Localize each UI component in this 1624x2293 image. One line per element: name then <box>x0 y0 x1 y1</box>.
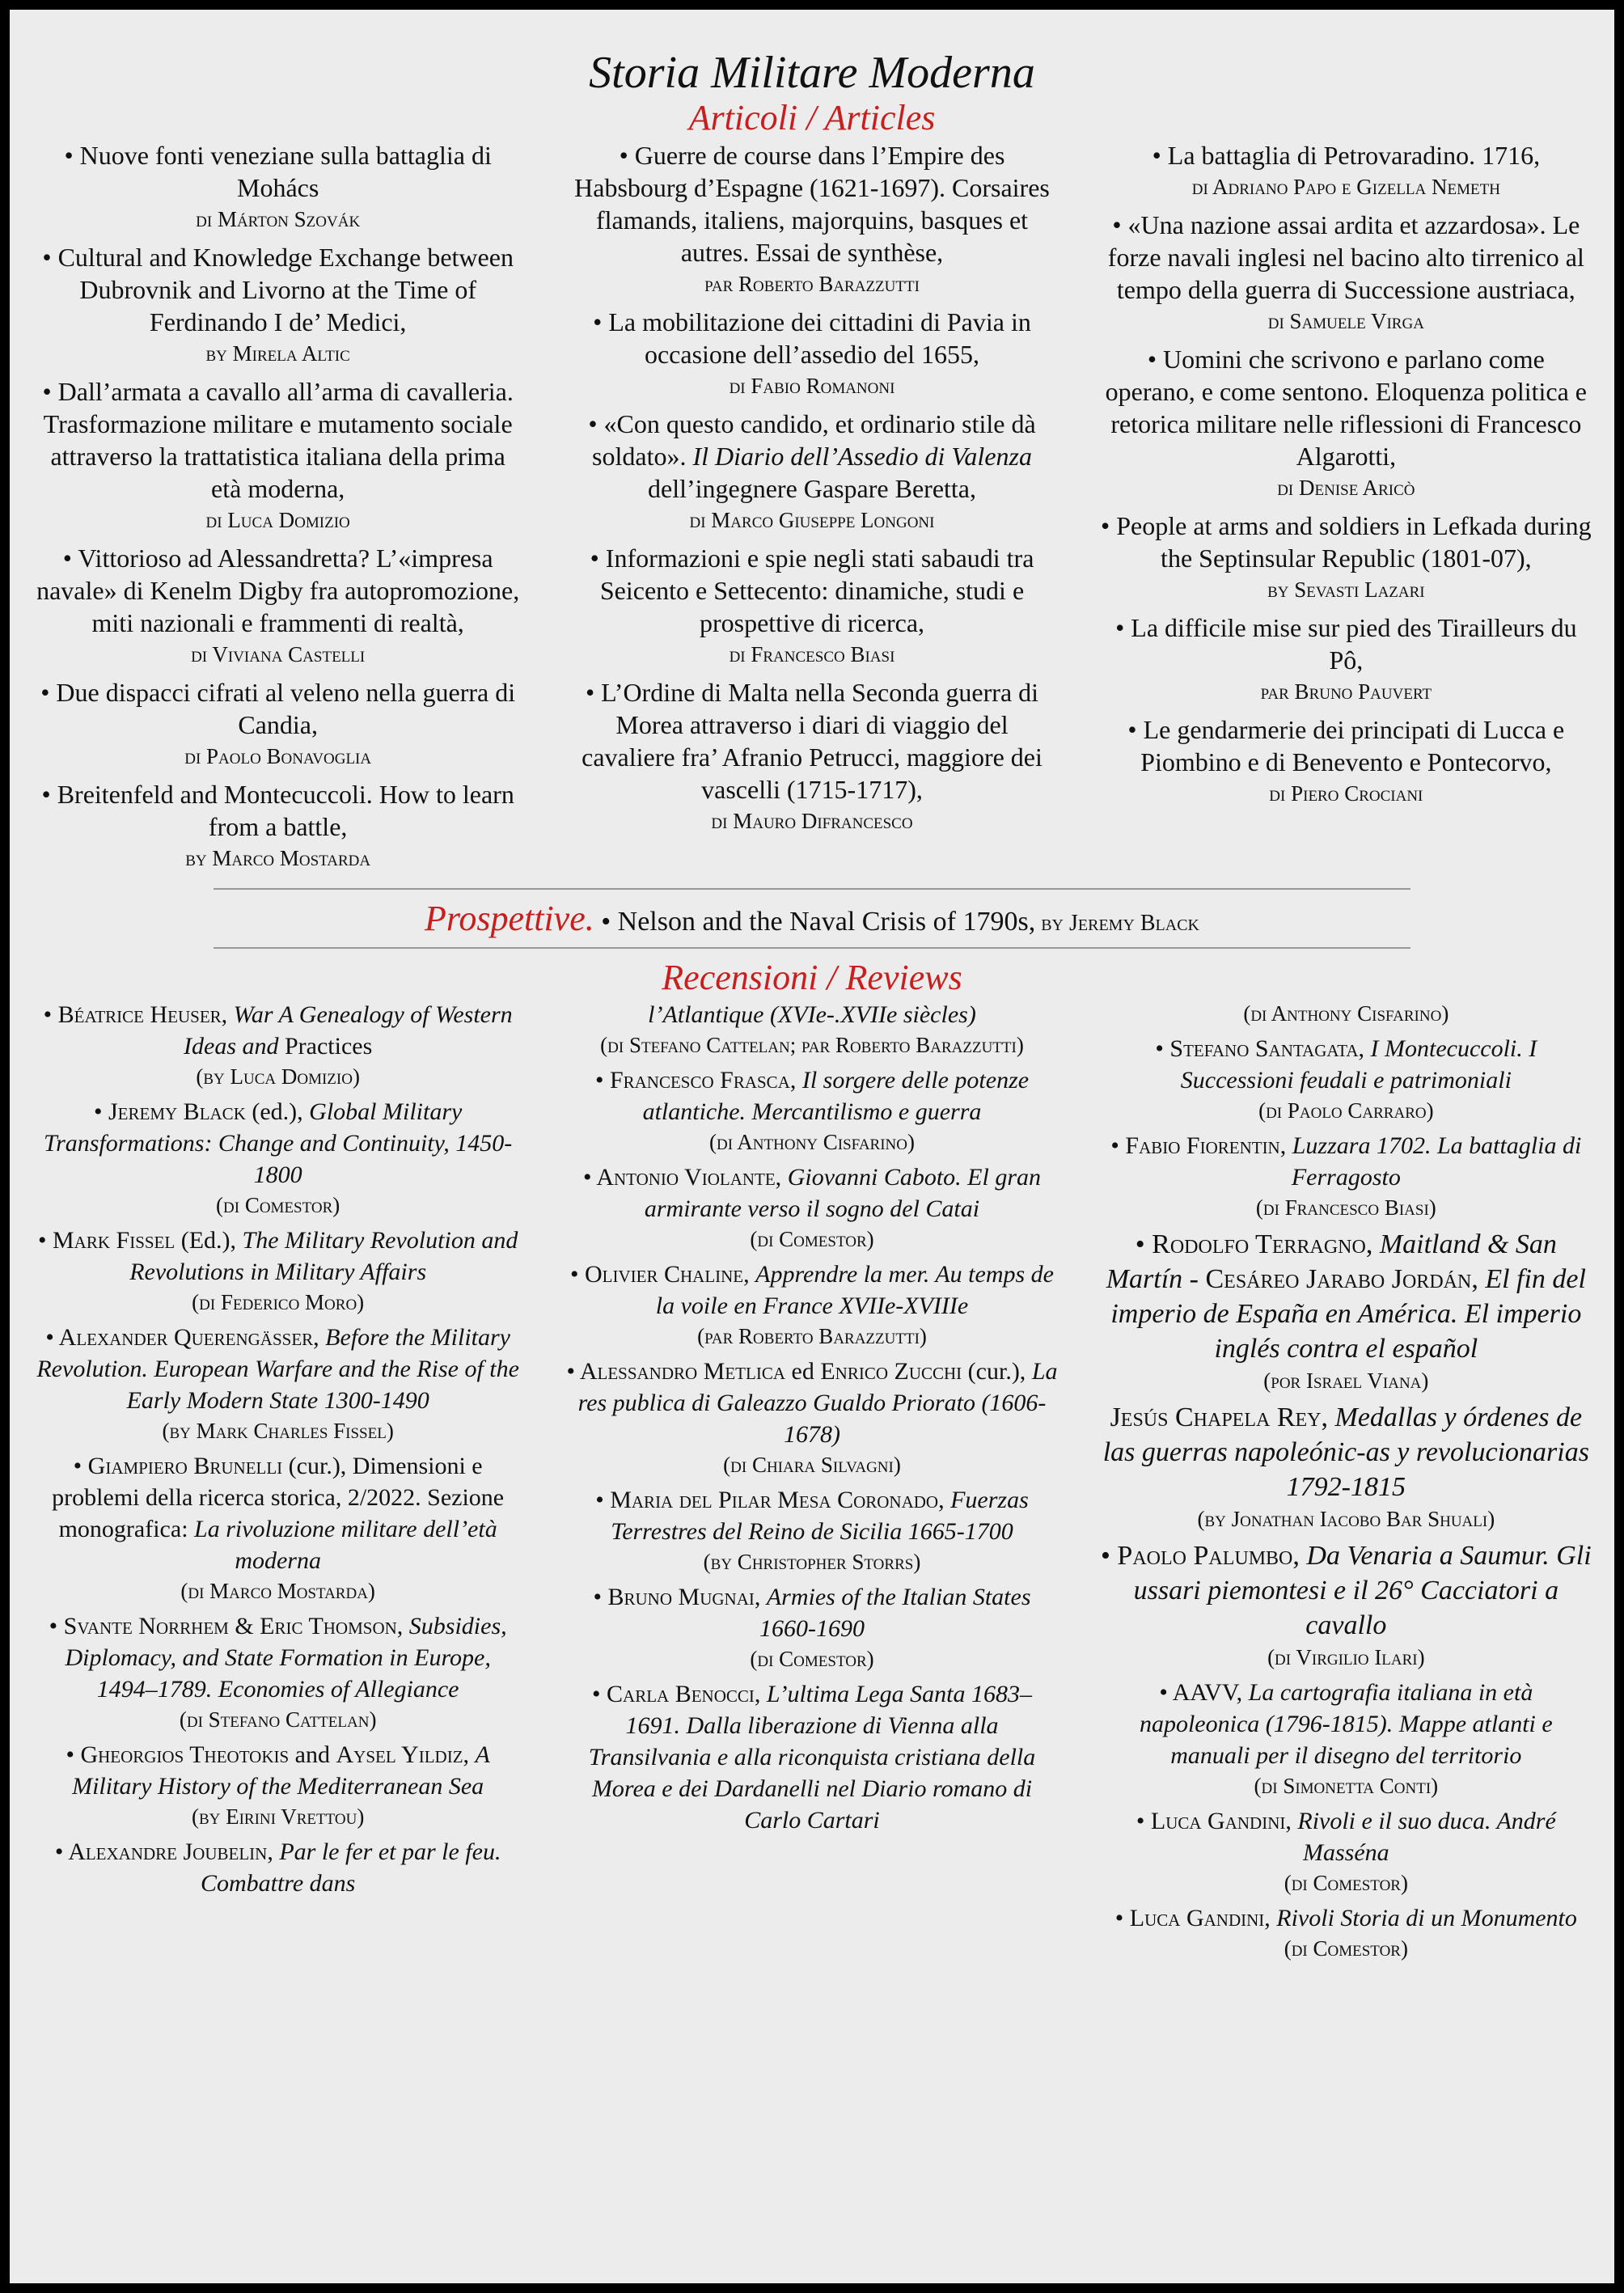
journal-title: Storia Militare Moderna <box>589 48 1035 98</box>
review-note: (Ed.), <box>175 1227 243 1254</box>
review-entry <box>1101 999 1592 1028</box>
review-work-title: Armies of the Italian States 1660-1690 <box>759 1584 1031 1642</box>
review-author: Jesús Chapela Rey, <box>1110 1402 1335 1432</box>
divider <box>214 888 1410 890</box>
review-note: (cur.), Dimensioni e problemi della ricerca storica, 2/2022. Sezione monografica: <box>52 1453 505 1542</box>
review-author: • Bruno Mugnai, <box>593 1584 767 1610</box>
review-citation <box>32 1450 523 1576</box>
article-entry <box>1101 510 1592 605</box>
article-entry <box>32 676 523 772</box>
reviewer: (di Comestor) <box>216 1193 340 1217</box>
article-title: • Le gendarmerie dei principati di Lucca e Piombino e di Benevento e Pontecorvo, <box>1127 715 1565 776</box>
review-work-title: Rivoli e il suo duca. André Masséna <box>1297 1808 1556 1866</box>
review-citation <box>566 999 1057 1030</box>
article-entry <box>566 306 1057 401</box>
review-work-title: L’ultima Lega Santa 1683–1691. Dalla liberazione di Vienna alla Transilvania e alla riconquista cristiana della Morea e dei Dardanelli nel Diario romano di Carlo Cartari <box>588 1681 1036 1834</box>
article-author: di Denise Aricò <box>1277 476 1415 500</box>
review-author: • Francesco Frasca, <box>594 1067 802 1094</box>
reviewer: (by Mark Charles Fissel) <box>162 1419 394 1443</box>
article-author: di Francesco Biasi <box>729 642 895 666</box>
review-author: • Fabio Fiorentin, <box>1110 1132 1292 1159</box>
reviewer: (di Stefano Cattelan) <box>179 1707 377 1732</box>
review-author: Enrico Zucchi <box>820 1358 962 1385</box>
review-work-title: I Montecuccoli. I Successioni feudali e patrimoniali <box>1180 1035 1537 1094</box>
review-entry <box>32 1836 523 1899</box>
review-citation <box>566 1356 1057 1450</box>
review-citation <box>566 1678 1057 1836</box>
review-entry <box>32 999 523 1091</box>
article-title: • Breitenfeld and Montecuccoli. How to learn from a battle, <box>41 780 514 841</box>
article-entry <box>32 778 523 874</box>
review-entry <box>1101 1227 1592 1395</box>
article-author: by Sevasti Lazari <box>1267 577 1425 602</box>
review-entry <box>32 1450 523 1606</box>
reviewer: (di Comestor) <box>1284 1936 1408 1961</box>
review-entry <box>1101 1805 1592 1897</box>
article-author: di Viviana Castelli <box>191 642 366 666</box>
review-entry <box>566 999 1057 1060</box>
article-title: • Guerre de course dans l’Empire des Habsbourg d’Espagne (1621-1697). Corsaires flamands, italiens, majorquins, basques et autres. Essai de synthèse, <box>574 141 1050 267</box>
review-author: • Svante Norrhem & Eric Thomson, <box>49 1613 409 1639</box>
review-work-title: Subsidies, Diplomacy, and State Formation in Europe, 1494–1789. Economies of Allegiance <box>65 1613 507 1703</box>
document-page <box>10 10 1614 2283</box>
review-author: • AAVV, <box>1159 1679 1249 1706</box>
reviewer: (di Simonetta Conti) <box>1254 1774 1439 1798</box>
review-author: • Luca Gandini, <box>1114 1905 1277 1931</box>
articles-column-1 <box>32 139 523 880</box>
reviewer: (di Stefano Cattelan; par Roberto Barazzutti) <box>600 1033 1024 1057</box>
article-author: par Bruno Pauvert <box>1260 679 1432 704</box>
review-entry <box>32 1225 523 1317</box>
article-author: di Mauro Difrancesco <box>711 809 913 833</box>
articles-columns <box>32 139 1592 880</box>
article-entry <box>1101 209 1592 336</box>
prospettive-author: by Jeremy Black <box>1035 911 1200 936</box>
review-author: • Antonio Violante, <box>582 1164 788 1191</box>
review-entry <box>32 1322 523 1445</box>
articles-heading: Articoli / Articles <box>688 98 936 137</box>
article-entry <box>1101 713 1592 809</box>
review-entry <box>1101 1677 1592 1800</box>
review-citation <box>32 1096 523 1191</box>
review-entry <box>566 1064 1057 1157</box>
article-title: • People at arms and soldiers in Lefkada during the Septinsular Republic (1801-07), <box>1101 511 1592 573</box>
article-entry <box>1101 343 1592 503</box>
prospettive-line <box>32 898 1592 939</box>
reviewer: (di Marco Mostarda) <box>180 1579 375 1603</box>
review-entry <box>566 1484 1057 1576</box>
review-work-title: Global Military Transformations: Change and Continuity, 1450-1800 <box>44 1098 513 1188</box>
review-citation <box>566 1064 1057 1127</box>
review-citation <box>32 1610 523 1705</box>
reviewer: (di Comestor) <box>1284 1871 1408 1895</box>
review-entry <box>1101 1130 1592 1222</box>
review-citation <box>566 1161 1057 1225</box>
review-entry <box>566 1259 1057 1351</box>
review-author: • Luca Gandini, <box>1136 1808 1298 1834</box>
article-author: di Luca Domizio <box>205 508 350 532</box>
review-author: • Alexandre Joubelin, <box>54 1838 280 1865</box>
article-author: di Marco Giuseppe Longoni <box>689 508 935 532</box>
article-author: by Mirela Altic <box>205 341 350 366</box>
review-citation <box>1101 1538 1592 1643</box>
article-title <box>566 408 1057 505</box>
review-note: (ed.), <box>245 1098 310 1125</box>
article-entry <box>32 241 523 369</box>
reviews-column-2 <box>566 999 1057 1968</box>
review-citation <box>1101 1033 1592 1096</box>
reviewer: (di Chiara Silvagni) <box>723 1453 901 1477</box>
review-work-title: The Military Revolution and Revolutions in Military Affairs <box>129 1227 518 1285</box>
review-author: • Alessandro Metlica <box>566 1358 786 1385</box>
article-title: • Vittorioso ad Alessandretta? L’«impresa navale» di Kenelm Digby fra autopromozione, miti nazionali e frammenti di realtà, <box>36 544 520 637</box>
reviewer: (by Jonathan Iacobo Bar Shuali) <box>1197 1507 1495 1531</box>
reviewer: (by Luca Domizio) <box>196 1064 360 1089</box>
review-work-title: Da Venaria a Saumur. Gli ussari piemontesi e il 26° Cacciatori a cavallo <box>1133 1541 1592 1640</box>
review-citation <box>32 1739 523 1802</box>
review-work-title: Luzzara 1702. La battaglia di Ferragosto <box>1291 1132 1582 1191</box>
review-work-title: War A Genealogy of Western Ideas and <box>184 1001 513 1060</box>
article-entry <box>566 408 1057 535</box>
review-citation <box>566 1484 1057 1547</box>
review-note: ed <box>785 1358 821 1385</box>
review-citation <box>1101 1130 1592 1193</box>
review-author: • Alexander Querengässer, <box>45 1324 326 1351</box>
review-note: - <box>1182 1264 1206 1294</box>
review-citation <box>1101 1227 1592 1366</box>
review-citation <box>1101 1902 1592 1934</box>
article-title: • Nuove fonti veneziane sulla battaglia di Mohács <box>64 141 492 202</box>
reviewer: (di Federico Moro) <box>192 1290 365 1314</box>
review-entry <box>1101 1902 1592 1963</box>
articles-column-2 <box>566 139 1057 880</box>
reviewer: (di Comestor) <box>750 1647 874 1671</box>
articles-column-3 <box>1101 139 1592 880</box>
article-title: • L’Ordine di Malta nella Seconda guerra di Morea attraverso i diari di viaggio del cavaliere fra’ Afranio Petrucci, maggiore dei vascelli (1715-1717), <box>582 678 1042 804</box>
article-title-part: dell’ingegnere Gaspare Beretta, <box>647 474 976 503</box>
article-author: by Marco Mostarda <box>185 846 371 870</box>
article-entry <box>566 139 1057 299</box>
article-entry <box>32 139 523 235</box>
review-work-title: A Military History of the Mediterranean Sea <box>72 1741 490 1800</box>
reviews-columns <box>32 999 1592 1968</box>
article-entry <box>32 542 523 670</box>
article-title: • Uomini che scrivono e parlano come operano, e come sentono. Eloquenza politica e retorica militare nelle riflessioni di Francesco Algarotti, <box>1105 345 1587 471</box>
review-note: (cur.), <box>962 1358 1032 1385</box>
reviewer: (par Roberto Barazzutti) <box>697 1324 927 1348</box>
article-title: • Informazioni e spie negli stati sabaudi tra Seicento e Settecento: dinamiche, studi e prospettive di ricerca, <box>590 544 1034 637</box>
article-title: • Due dispacci cifrati al veleno nella guerra di Candia, <box>40 678 516 739</box>
review-work-title: Par le fer et par le feu. Combattre dans <box>200 1838 501 1897</box>
review-entry <box>1101 1400 1592 1534</box>
review-citation <box>566 1259 1057 1322</box>
reviewer: (by Christopher Storrs) <box>703 1550 921 1574</box>
article-title-italic: Il Diario dell’Assedio di Valenza <box>692 442 1032 471</box>
article-author: di Paolo Bonavoglia <box>184 744 372 768</box>
review-citation <box>32 999 523 1062</box>
reviewer: (di Paolo Carraro) <box>1258 1098 1434 1123</box>
review-citation <box>1101 1400 1592 1504</box>
review-work-title: Fuerzas Terrestres del Reino de Sicilia 1665-1700 <box>611 1487 1029 1545</box>
review-author: • Mark Fissel <box>38 1227 176 1254</box>
article-entry <box>32 375 523 535</box>
review-citation <box>32 1322 523 1416</box>
review-author: • Paolo Palumbo, <box>1101 1541 1307 1571</box>
review-author: • Béatrice Heuser, <box>43 1001 234 1028</box>
reviews-heading: Recensioni / Reviews <box>662 958 962 997</box>
article-entry <box>1101 139 1592 202</box>
review-author: • Rodolfo Terragno, <box>1135 1229 1380 1259</box>
review-author: • Olivier Chaline, <box>570 1261 756 1288</box>
review-entry <box>1101 1538 1592 1672</box>
article-title: • La mobilitazione dei cittadini di Pavia in occasione dell’assedio del 1655, <box>593 307 1031 369</box>
review-entry <box>566 1161 1057 1254</box>
article-author: di Adriano Papo e Gizella Nemeth <box>1191 175 1500 199</box>
review-work-title: La rivoluzione militare dell’età moderna <box>194 1516 497 1574</box>
review-work-title: Il sorgere delle potenze atlantiche. Mercantilismo e guerra <box>642 1067 1030 1125</box>
prospettive-title: • Nelson and the Naval Crisis of 1790s, <box>594 907 1036 937</box>
review-author: Cesáreo Jarabo Jordán, <box>1205 1264 1486 1294</box>
article-title: • Cultural and Knowledge Exchange between Dubrovnik and Livorno at the Time of Ferdinando I de’ Medici, <box>42 243 514 336</box>
reviewer: (por Israel Viana) <box>1263 1369 1429 1393</box>
review-work-title: Practices <box>278 1033 373 1060</box>
review-note: and <box>289 1741 336 1768</box>
prospettive-label: Prospettive. <box>424 899 594 938</box>
divider <box>214 947 1410 949</box>
review-author: • Jeremy Black <box>94 1098 246 1125</box>
article-entry <box>566 542 1057 670</box>
review-work-title: La cartografia italiana in età napoleonica (1796-1815). Mappe atlanti e manuali per il disegno del territorio <box>1139 1679 1553 1769</box>
review-work-title: Apprendre la mer. Au temps de la voile en France XVIIe-XVIIIe <box>655 1261 1054 1319</box>
article-title-part: • «Con questo candido, et ordinario stile dà soldato». <box>588 409 1036 471</box>
review-work-title: Before the Military Revolution. European Warfare and the Rise of the Early Modern State 1300-1490 <box>36 1324 519 1414</box>
review-work-title: Maitland & San Martín <box>1106 1229 1557 1294</box>
article-author: di Samuele Virga <box>1267 309 1424 333</box>
reviewer: (di Comestor) <box>750 1227 874 1251</box>
article-title: • «Una nazione assai ardita et azzardosa». Le forze navali inglesi nel bacino alto tirrenico al tempo della guerra di Successione austriaca, <box>1107 210 1584 304</box>
article-entry <box>566 676 1057 836</box>
article-title: • La battaglia di Petrovaradino. 1716, <box>1152 141 1541 170</box>
review-work-title: El fin del imperio de España en América. El imperio inglés contra el español <box>1110 1264 1586 1364</box>
review-entry <box>32 1096 523 1220</box>
reviewer: (di Anthony Cisfarino) <box>1243 1001 1449 1026</box>
review-author: • Maria del Pilar Mesa Coronado, <box>595 1487 951 1513</box>
review-work-title: Rivoli Storia di un Monumento <box>1276 1905 1577 1931</box>
review-entry <box>32 1610 523 1734</box>
review-entry <box>566 1678 1057 1836</box>
reviewer: (di Virgilio Ilari) <box>1267 1645 1425 1669</box>
review-author: • Gheorgios Theotokis <box>66 1741 290 1768</box>
article-author: di Márton Szovák <box>196 207 361 231</box>
article-author: par Roberto Barazzutti <box>704 272 920 296</box>
review-work-title: Giovanni Caboto. El gran armirante verso il sogno del Catai <box>644 1164 1042 1222</box>
review-entry <box>1101 1033 1592 1125</box>
review-work-title: La res publica di Galeazzo Gualdo Priorato (1606-1678) <box>577 1358 1058 1448</box>
reviews-column-3 <box>1101 999 1592 1968</box>
review-entry <box>566 1356 1057 1479</box>
article-entry <box>1101 611 1592 707</box>
review-work-title: l’Atlantique (XVIe-.XVIIe siècles) <box>648 1001 976 1028</box>
review-work-title: Medallas y órdenes de las guerras napoleónic-as y revolucionarias 1792-1815 <box>1102 1402 1589 1502</box>
reviews-column-1 <box>32 999 523 1968</box>
review-author: • Giampiero Brunelli <box>73 1453 283 1479</box>
review-author: Aysel Yildiz, <box>336 1741 476 1768</box>
review-citation <box>32 1225 523 1288</box>
review-citation <box>32 1836 523 1899</box>
article-title: • La difficile mise sur pied des Tirailleurs du Pô, <box>1115 613 1577 675</box>
review-citation <box>1101 1677 1592 1771</box>
reviewer: (di Anthony Cisfarino) <box>709 1130 915 1154</box>
article-author: di Piero Crociani <box>1269 781 1423 806</box>
reviewer: (di Francesco Biasi) <box>1255 1195 1436 1220</box>
review-entry <box>566 1581 1057 1673</box>
review-entry <box>32 1739 523 1831</box>
article-author: di Fabio Romanoni <box>729 374 895 398</box>
article-title: • Dall’armata a cavallo all’arma di cavalleria. Trasformazione militare e mutamento sociale attraverso la trattatistica italiana della prima età moderna, <box>42 377 514 503</box>
review-author: • Carla Benocci, <box>592 1681 767 1707</box>
reviewer: (by Eirini Vrettou) <box>191 1804 365 1829</box>
review-author: • Stefano Santagata, <box>1155 1035 1371 1062</box>
review-citation <box>566 1581 1057 1644</box>
review-citation <box>1101 1805 1592 1868</box>
